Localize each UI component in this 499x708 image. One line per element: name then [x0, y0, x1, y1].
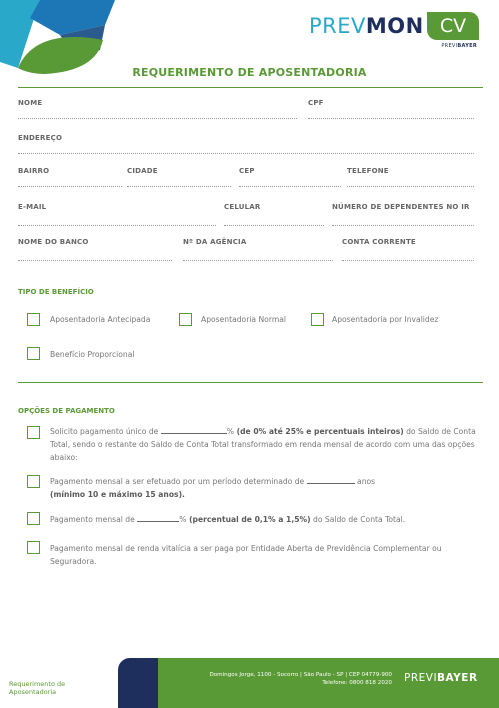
input-agencia[interactable]	[183, 260, 333, 261]
checkbox-aposentadoria-normal[interactable]	[179, 313, 192, 326]
input-conta[interactable]	[342, 260, 474, 261]
blank-percentual-mensal[interactable]	[137, 516, 179, 522]
label-dependentes: NÚMERO DE DEPENDENTES NO IR	[332, 203, 470, 211]
footer-address: Domingos Jorge, 1100 - Socorro | São Paulo - SP | CEP 04779-900 Telefone: 0800 818 2020	[209, 672, 392, 686]
prevmon-cv-logo	[309, 12, 479, 50]
checkbox-beneficio-proporcional[interactable]	[27, 347, 40, 360]
label-banco: NOME DO BANCO	[18, 238, 89, 246]
option-label-normal: Aposentadoria Normal	[201, 315, 286, 324]
input-dependentes[interactable]	[332, 225, 474, 226]
blank-percentual-unico[interactable]	[161, 428, 227, 434]
input-celular[interactable]	[224, 225, 324, 226]
page-title: REQUERIMENTO DE APOSENTADORIA	[132, 66, 367, 79]
checkbox-aposentadoria-antecipada[interactable]	[27, 313, 40, 326]
input-endereco[interactable]	[18, 153, 474, 154]
input-telefone[interactable]	[347, 186, 474, 187]
label-telefone: TELEFONE	[347, 167, 389, 175]
input-cidade[interactable]	[127, 186, 231, 187]
label-celular: CELULAR	[224, 203, 261, 211]
section-divider	[18, 382, 483, 383]
label-cep: CEP	[239, 167, 255, 175]
option-renda-vitalicia: Pagamento mensal de renda vitalícia a ser paga por Entidade Aberta de Previdência Complementar ou Seguradora.	[50, 544, 442, 566]
input-bairro[interactable]	[18, 186, 122, 187]
option-pagamento-periodo: Pagamento mensal a ser efetuado por um período determinado de anos (mínimo 10 e máximo 15 anos).	[50, 477, 376, 499]
option-pagamento-unico: Solicito pagamento único de % (de 0% até 25% e percentuais inteiros) do Saldo de Conta Total, sendo o restante do Saldo de Conta Total transformado em renda mensal de acordo com uma das opções abaixo:	[50, 427, 476, 462]
title-divider	[18, 87, 483, 88]
checkbox-pagamento-periodo[interactable]	[27, 475, 40, 488]
checkbox-renda-vitalicia[interactable]	[27, 541, 40, 554]
input-cep[interactable]	[239, 186, 341, 187]
label-conta: CONTA CORRENTE	[342, 238, 416, 246]
logo-cv-badge: CV	[427, 12, 479, 40]
label-cidade: CIDADE	[127, 167, 158, 175]
blank-anos[interactable]	[307, 478, 355, 484]
input-email[interactable]	[18, 225, 216, 226]
label-cpf: CPF	[308, 99, 324, 107]
input-cpf[interactable]	[308, 118, 474, 119]
option-label-proporcional: Benefício Proporcional	[50, 350, 135, 359]
label-email: E-MAIL	[18, 203, 47, 211]
input-nome[interactable]	[18, 118, 297, 119]
footer-document-name: Requerimento de Aposentadoria	[9, 680, 66, 696]
label-nome: NOME	[18, 99, 43, 107]
label-endereco: ENDEREÇO	[18, 134, 63, 142]
label-bairro: BAIRRO	[18, 167, 50, 175]
option-label-antecipada: Aposentadoria Antecipada	[50, 315, 151, 324]
section-opcoes-pagamento: OPÇÕES DE PAGAMENTO	[18, 407, 115, 415]
footer-previbayer-logo: PREVIBAYER	[404, 672, 478, 684]
logo-previbayer: PREVIBAYER	[441, 43, 477, 49]
section-tipo-beneficio: TIPO DE BENEFÍCIO	[18, 288, 94, 296]
checkbox-aposentadoria-invalidez[interactable]	[311, 313, 324, 326]
checkbox-pagamento-percentual[interactable]	[27, 512, 40, 525]
option-pagamento-percentual: Pagamento mensal de % (percentual de 0,1% a 1,5%) do Saldo de Conta Total.	[50, 515, 406, 524]
input-banco[interactable]	[18, 260, 172, 261]
checkbox-pagamento-unico[interactable]	[27, 426, 40, 439]
option-label-invalidez: Aposentadoria por Invalidez	[332, 315, 439, 324]
label-agencia: Nº DA AGÊNCIA	[183, 238, 247, 246]
logo-wordmark: PREVMON	[309, 14, 424, 38]
